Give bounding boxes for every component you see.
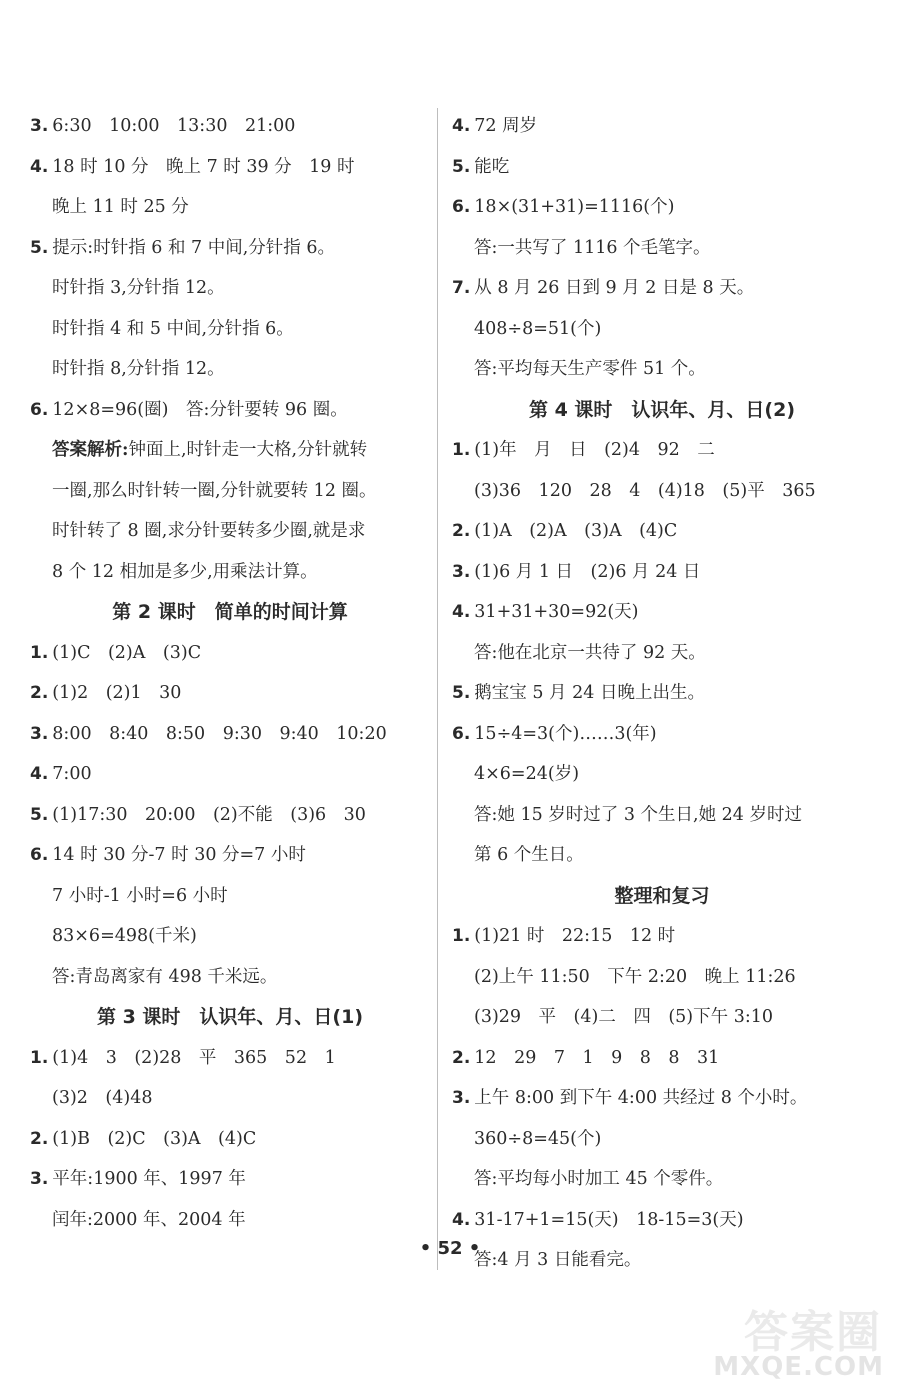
answer-text: 从 8 月 26 日到 9 月 2 日是 8 天。 [474,278,755,298]
answer-line [30,187,430,228]
answer-text: 答:他在北京一共待了 92 天。 [474,642,706,663]
answer-line [452,997,872,1038]
answer-text: 14 时 30 分-7 时 30 分=7 小时 [52,845,306,865]
question-number: 4. [452,1209,471,1230]
answer-line [452,552,872,593]
answer-text: 能吃 [474,156,510,177]
answer-line [30,228,430,269]
answer-text: 答:一共写了 1116 个毛笔字。 [474,237,711,258]
answer-text: 8 个 12 相加是多少,用乘法计算。 [52,561,318,582]
answer-text: (1)B (2)C (3)A (4)C [52,1128,257,1149]
answer-text: 408÷8=51(个) [474,318,602,339]
question-number: 1. [30,642,49,663]
answer-line [452,916,872,957]
answer-line [30,390,430,431]
question-number: 3. [30,1169,49,1189]
answer-line [30,1159,430,1200]
answer-line [30,309,430,350]
answer-line [452,957,872,998]
answer-line [30,633,430,674]
answer-line [452,835,872,876]
section-heading: 第 4 课时 认识年、月、日(2) [528,398,796,421]
answer-line [452,714,872,755]
answer-text: 晚上 11 时 25 分 [52,197,189,217]
answer-line [30,430,430,471]
watermark-logo [698,1296,888,1382]
answer-line [452,511,872,552]
question-number: 5. [30,804,49,825]
page-number: • 52 • [419,1238,481,1259]
question-number: 5. [452,156,471,177]
question-number: 3. [30,116,49,136]
answer-line [452,106,872,147]
answer-line [452,430,872,471]
answer-line [30,1038,430,1079]
answer-text: (2)上午 11:50 下午 2:20 晚上 11:26 [474,966,796,987]
section-heading: 第 2 课时 简单的时间计算 [112,601,348,623]
answer-line [30,1119,430,1160]
answer-line [30,147,430,188]
answer-text: 鹅宝宝 5 月 24 日晚上出生。 [474,683,705,703]
section-heading: 第 3 课时 认识年、月、日(1) [96,1006,364,1028]
question-number: 5. [30,237,49,258]
question-number: 3. [30,723,49,744]
answer-text: 31+31+30=92(天) [474,602,639,622]
answer-line [452,754,872,795]
answer-line [30,471,430,512]
answer-line [30,268,430,309]
answer-line [30,552,430,593]
question-number: 1. [452,440,471,460]
answer-line [30,1078,430,1119]
answer-line [30,795,430,836]
answer-text: 时针指 4 和 5 中间,分针指 6。 [52,318,294,339]
question-number: 3. [452,1088,471,1108]
answer-line [452,309,872,350]
answer-text: (3)2 (4)48 [52,1088,153,1108]
answer-text: 12 29 7 1 9 8 8 31 [474,1047,720,1068]
answer-text: 15÷4=3(个)……3(年) [474,723,657,744]
answer-line [30,511,430,552]
answer-text: 一圈,那么时针转一圈,分针就要转 12 圈。 [52,480,377,501]
answer-line [30,714,430,755]
question-number: 2. [452,521,471,541]
answer-text: (1)4 3 (2)28 平 365 52 1 [52,1047,336,1068]
answer-text: (1)6 月 1 日 (2)6 月 24 日 [474,561,701,582]
answer-text: 12×8=96(圈) 答:分针要转 96 圈。 [52,399,348,420]
answer-text: 答:平均每小时加工 45 个零件。 [474,1169,724,1189]
answer-line [30,754,430,795]
answer-text: 时针指 3,分针指 12。 [52,278,225,298]
answer-line [30,876,430,917]
answer-text: 答:她 15 岁时过了 3 个生日,她 24 岁时过 [474,804,803,825]
answer-text: 7:00 [52,764,92,784]
answer-text: (1)2 (2)1 30 [52,683,182,703]
question-number: 4. [452,116,471,136]
question-number: 2. [452,1047,471,1068]
question-number: 2. [30,683,49,703]
question-number: 4. [452,602,471,622]
answer-line [30,1200,430,1241]
answer-text: 钟面上,时针走一大格,分针就转 [128,440,368,460]
answer-text: 答:平均每天生产零件 51 个。 [474,359,706,379]
answer-text: (1)17:30 20:00 (2)不能 (3)6 30 [52,804,366,825]
question-number: 4. [30,764,49,784]
answer-line [452,633,872,674]
answer-text: 时针指 8,分针指 12。 [52,359,225,379]
answer-text: 答:4 月 3 日能看完。 [474,1250,642,1270]
answer-line [452,1200,872,1241]
right-column [452,106,872,1281]
answer-line [452,1119,872,1160]
answer-text: 360÷8=45(个) [474,1128,602,1149]
question-number: 4. [30,156,49,177]
analysis-label: 答案解析: [52,440,129,460]
answer-text: 提示:时针指 6 和 7 中间,分针指 6。 [52,237,335,258]
column-divider [437,108,438,1270]
answer-text: 上午 8:00 到下午 4:00 共经过 8 个小时。 [474,1088,808,1108]
answer-text: 18 时 10 分 晚上 7 时 39 分 19 时 [52,156,355,177]
answer-text: (1)21 时 22:15 12 时 [474,926,676,946]
question-number: 7. [452,278,471,298]
question-number: 1. [452,926,471,946]
watermark-text-top: 答案圈 [744,1307,882,1358]
question-number: 6. [30,845,49,865]
question-number: 3. [452,561,471,582]
question-number: 6. [452,723,471,744]
answer-text: (1)A (2)A (3)A (4)C [474,521,678,541]
question-number: 6. [30,399,49,420]
answer-line [452,673,872,714]
answer-text: 时针转了 8 圈,求分针要转多少圈,就是求 [52,521,366,541]
question-number: 2. [30,1128,49,1149]
answer-text: 闰年:2000 年、2004 年 [52,1209,246,1230]
answer-text: 6:30 10:00 13:30 21:00 [52,116,296,136]
answer-line [452,592,872,633]
left-column [30,106,430,1240]
answer-line [452,795,872,836]
answer-line [452,1159,872,1200]
answer-line [452,147,872,188]
answer-line [452,471,872,512]
answer-text: (1)年 月 日 (2)4 92 二 [474,440,715,460]
answer-text: 平年:1900 年、1997 年 [52,1169,246,1189]
answer-text: 83×6=498(千米) [52,926,197,946]
answer-line [452,187,872,228]
answer-line [452,349,872,390]
answer-text: (3)36 120 28 4 (4)18 (5)平 365 [474,480,816,501]
section-heading: 整理和复习 [614,884,710,907]
answer-line [452,1078,872,1119]
answer-line [30,957,430,998]
answer-line [30,673,430,714]
watermark-text-bottom: MXQE.COM [713,1352,884,1382]
answer-text: 7 小时-1 小时=6 小时 [52,885,228,906]
question-number: 5. [452,683,471,703]
answer-line [30,916,430,957]
answer-line [452,1038,872,1079]
answer-text: 答:青岛离家有 498 千米远。 [52,966,278,987]
question-number: 6. [452,197,471,217]
answer-line [452,268,872,309]
answer-text: 72 周岁 [474,116,538,136]
answer-text: 4×6=24(岁) [474,764,580,784]
answer-line [30,835,430,876]
answer-line [452,228,872,269]
question-number: 1. [30,1047,49,1068]
answer-text: (3)29 平 (4)二 四 (5)下午 3:10 [474,1007,773,1027]
answer-text: 18×(31+31)=1116(个) [474,197,675,217]
answer-text: (1)C (2)A (3)C [52,642,202,663]
answer-line [30,106,430,147]
answer-text: 第 6 个生日。 [474,845,584,865]
answer-line [30,349,430,390]
answer-text: 8:00 8:40 8:50 9:30 9:40 10:20 [52,723,387,744]
answer-text: 31-17+1=15(天) 18-15=3(天) [474,1209,744,1230]
